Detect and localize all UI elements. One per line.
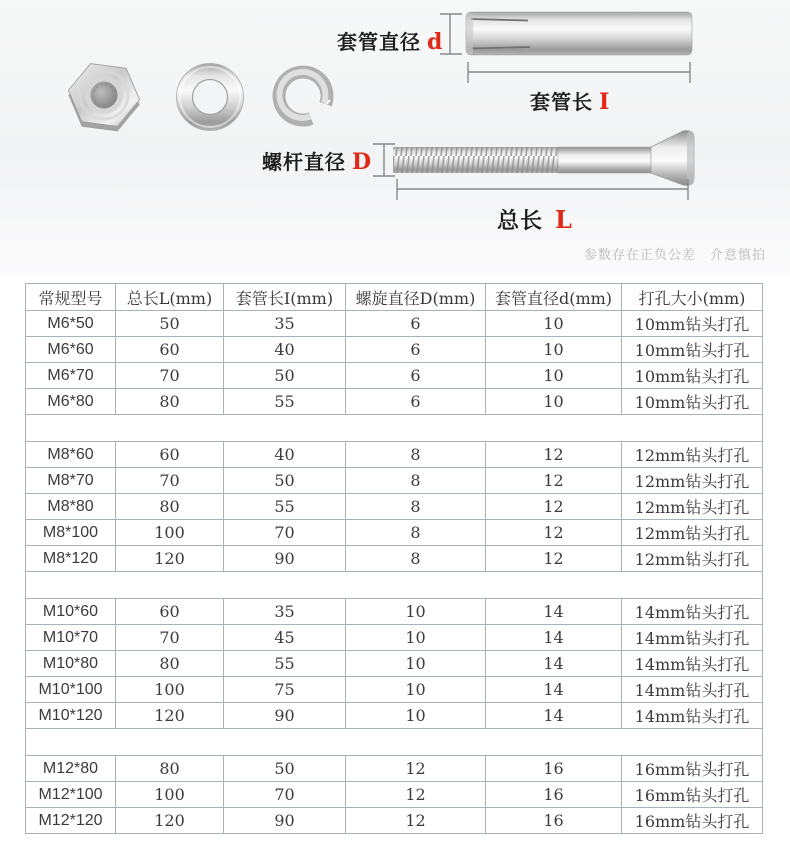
value-cell: 120 <box>116 546 224 572</box>
value-cell: 80 <box>116 494 224 520</box>
column-header-3: 螺旋直径D(mm) <box>346 284 486 311</box>
value-cell: 60 <box>116 599 224 625</box>
value-cell: 12 <box>486 546 622 572</box>
spec-table <box>25 283 763 834</box>
sleeve-length-dimension-line <box>468 62 690 83</box>
value-cell: 10 <box>486 389 622 415</box>
value-cell: 120 <box>116 808 224 834</box>
value-cell: 35 <box>224 311 346 337</box>
value-cell: 12mm钻头打孔 <box>622 442 763 468</box>
value-cell: 12 <box>346 756 486 782</box>
column-header-4: 套管直径d(mm) <box>486 284 622 311</box>
value-cell: 55 <box>224 494 346 520</box>
spring-washer-photo <box>279 72 330 120</box>
value-cell: 14 <box>486 625 622 651</box>
table-row <box>26 520 763 546</box>
value-cell: 10 <box>346 677 486 703</box>
column-header-5: 打孔大小(mm) <box>622 284 763 311</box>
model-cell: M12*100 <box>26 782 116 808</box>
model-cell: M6*80 <box>26 389 116 415</box>
value-cell: 90 <box>224 546 346 572</box>
total-length-label-text: 总长 <box>497 208 544 233</box>
value-cell: 10 <box>346 703 486 729</box>
value-cell: 10 <box>486 311 622 337</box>
model-cell: M12*120 <box>26 808 116 834</box>
value-cell: 10mm钻头打孔 <box>622 363 763 389</box>
model-cell: M10*70 <box>26 625 116 651</box>
table-row <box>26 599 763 625</box>
rod-diameter-dimension-line <box>373 144 395 176</box>
sleeve-length-letter: I <box>599 89 611 115</box>
table-row <box>26 756 763 782</box>
value-cell: 16mm钻头打孔 <box>622 782 763 808</box>
spec-table-body <box>26 311 763 834</box>
value-cell: 60 <box>116 337 224 363</box>
table-row <box>26 546 763 572</box>
table-header-row <box>26 284 763 311</box>
value-cell: 10mm钻头打孔 <box>622 389 763 415</box>
value-cell: 50 <box>224 363 346 389</box>
sleeve-diameter-letter: d <box>427 29 444 55</box>
model-cell: M6*50 <box>26 311 116 337</box>
value-cell: 8 <box>346 442 486 468</box>
value-cell: 10 <box>346 651 486 677</box>
value-cell: 80 <box>116 389 224 415</box>
rod-diameter-label <box>262 146 372 175</box>
value-cell: 55 <box>224 651 346 677</box>
value-cell: 14mm钻头打孔 <box>622 625 763 651</box>
value-cell: 16 <box>486 756 622 782</box>
sleeve-diameter-label <box>337 26 443 55</box>
value-cell: 6 <box>346 311 486 337</box>
rod-diameter-label-text: 螺杆直径 <box>262 152 346 174</box>
value-cell: 8 <box>346 520 486 546</box>
value-cell: 8 <box>346 468 486 494</box>
table-row <box>26 625 763 651</box>
model-cell: M8*120 <box>26 546 116 572</box>
model-cell: M8*100 <box>26 520 116 546</box>
value-cell: 6 <box>346 363 486 389</box>
sleeve-anchor-photo <box>466 12 692 55</box>
column-header-1: 总长L(mm) <box>116 284 224 311</box>
hex-nut-photo <box>68 64 139 132</box>
value-cell: 120 <box>116 703 224 729</box>
value-cell: 14mm钻头打孔 <box>622 677 763 703</box>
value-cell: 6 <box>346 389 486 415</box>
value-cell: 12 <box>346 782 486 808</box>
value-cell: 90 <box>224 703 346 729</box>
value-cell: 16mm钻头打孔 <box>622 808 763 834</box>
table-row <box>26 363 763 389</box>
model-cell: M6*60 <box>26 337 116 363</box>
sleeve-diameter-label-text: 套管直径 <box>337 32 421 54</box>
model-cell: M8*70 <box>26 468 116 494</box>
value-cell: 12mm钻头打孔 <box>622 546 763 572</box>
value-cell: 16 <box>486 782 622 808</box>
value-cell: 12mm钻头打孔 <box>622 494 763 520</box>
spec-table-container <box>25 283 763 834</box>
value-cell: 14mm钻头打孔 <box>622 599 763 625</box>
value-cell: 40 <box>224 442 346 468</box>
table-row <box>26 389 763 415</box>
value-cell: 70 <box>116 468 224 494</box>
value-cell: 14mm钻头打孔 <box>622 651 763 677</box>
value-cell: 90 <box>224 808 346 834</box>
table-row <box>26 651 763 677</box>
table-row <box>26 703 763 729</box>
value-cell: 10 <box>486 363 622 389</box>
value-cell: 55 <box>224 389 346 415</box>
table-row <box>26 442 763 468</box>
value-cell: 8 <box>346 546 486 572</box>
sleeve-length-label-text: 套管长 <box>530 92 593 114</box>
table-row <box>26 677 763 703</box>
value-cell: 10 <box>486 337 622 363</box>
table-row <box>26 468 763 494</box>
model-cell: M12*80 <box>26 756 116 782</box>
spacer-cell <box>26 572 763 599</box>
value-cell: 16 <box>486 808 622 834</box>
value-cell: 50 <box>116 311 224 337</box>
value-cell: 60 <box>116 442 224 468</box>
value-cell: 80 <box>116 756 224 782</box>
flat-washer-photo <box>177 64 244 131</box>
tolerance-note: 参数存在正负公差 介意慎拍 <box>583 247 766 262</box>
value-cell: 100 <box>116 782 224 808</box>
total-length-letter: L <box>555 205 573 234</box>
spacer-cell <box>26 415 763 442</box>
value-cell: 70 <box>224 520 346 546</box>
value-cell: 12 <box>486 520 622 546</box>
value-cell: 70 <box>116 625 224 651</box>
value-cell: 14 <box>486 599 622 625</box>
total-length-label <box>497 204 573 235</box>
table-row <box>26 337 763 363</box>
model-cell: M10*100 <box>26 677 116 703</box>
value-cell: 14 <box>486 651 622 677</box>
countersunk-bolt-photo <box>393 131 694 186</box>
model-cell: M8*60 <box>26 442 116 468</box>
value-cell: 10 <box>346 625 486 651</box>
table-row <box>26 311 763 337</box>
value-cell: 10mm钻头打孔 <box>622 311 763 337</box>
model-cell: M10*60 <box>26 599 116 625</box>
table-row <box>26 808 763 834</box>
value-cell: 50 <box>224 756 346 782</box>
value-cell: 70 <box>224 782 346 808</box>
value-cell: 12mm钻头打孔 <box>622 468 763 494</box>
spacer-cell <box>26 729 763 756</box>
group-spacer-row <box>26 572 763 599</box>
value-cell: 12 <box>486 468 622 494</box>
value-cell: 14 <box>486 703 622 729</box>
value-cell: 12mm钻头打孔 <box>622 520 763 546</box>
total-length-dimension-line <box>397 179 688 200</box>
value-cell: 100 <box>116 520 224 546</box>
model-cell: M10*80 <box>26 651 116 677</box>
table-row <box>26 494 763 520</box>
value-cell: 6 <box>346 337 486 363</box>
group-spacer-row <box>26 415 763 442</box>
value-cell: 14mm钻头打孔 <box>622 703 763 729</box>
value-cell: 10 <box>346 599 486 625</box>
value-cell: 14 <box>486 677 622 703</box>
value-cell: 50 <box>224 468 346 494</box>
group-spacer-row <box>26 729 763 756</box>
column-header-0: 常规型号 <box>26 284 116 311</box>
value-cell: 80 <box>116 651 224 677</box>
value-cell: 10mm钻头打孔 <box>622 337 763 363</box>
product-photo-section <box>0 0 790 276</box>
model-cell: M6*70 <box>26 363 116 389</box>
rod-diameter-letter: D <box>352 149 373 175</box>
table-row <box>26 782 763 808</box>
value-cell: 35 <box>224 599 346 625</box>
value-cell: 75 <box>224 677 346 703</box>
value-cell: 100 <box>116 677 224 703</box>
column-header-2: 套管长I(mm) <box>224 284 346 311</box>
value-cell: 12 <box>486 442 622 468</box>
value-cell: 8 <box>346 494 486 520</box>
value-cell: 70 <box>116 363 224 389</box>
value-cell: 12 <box>486 494 622 520</box>
sleeve-length-label <box>530 86 610 115</box>
value-cell: 45 <box>224 625 346 651</box>
value-cell: 40 <box>224 337 346 363</box>
value-cell: 12 <box>346 808 486 834</box>
model-cell: M10*120 <box>26 703 116 729</box>
value-cell: 16mm钻头打孔 <box>622 756 763 782</box>
model-cell: M8*80 <box>26 494 116 520</box>
